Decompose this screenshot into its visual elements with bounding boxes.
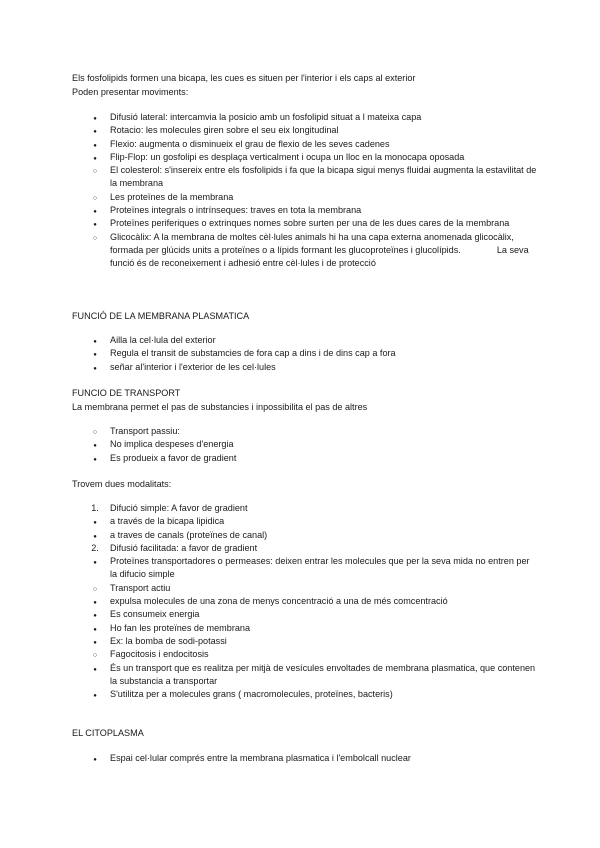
list-item: ● És un transport que es realitza per mitjà de vesícules envoltades de membrana plasmatica, que contenen la substancia a transportar [0,662,600,689]
list-item: ● Ex: la bomba de sodi-potassi [0,635,600,648]
intro-line-1: Els fosfolipids formen una bicapa, les cues es situen per l'interior i els caps al exterior [72,73,416,83]
section-heading-citoplasma: EL CITOPLASMA [72,728,144,738]
list-item: ● Flexio: augmenta o disminueix el grau de flexio de les seves cadenes [0,138,600,151]
bullet-icon [88,361,102,376]
hollow-bullet-icon [88,231,102,245]
section-heading-transport: FUNCIO DE TRANSPORT [72,388,181,398]
bullet-icon [88,688,102,703]
list-item: ● Proteïnes integrals o intrínseques: traves en tota la membrana [0,204,600,217]
hollow-bullet-icon [88,582,102,596]
list-item: ● señar al'interior i l'exterior de les cel·lules [0,361,600,374]
hollow-bullet-icon [88,191,102,205]
list-item: ● Es produeix a favor de gradient [0,452,600,465]
list-item: ● Regula el transit de substamcies de fora cap a dins i de dins cap a fora [0,347,600,360]
list-item: ● Proteïnes transportadores o permeases: deixen entrar les molecules que per la seva mida no entren per la difucio simple [0,555,600,582]
list-item: ● No implica despeses d'energia [0,438,600,451]
list-item: ● Rotacio: les molecules giren sobre el seu eix longitudinal [0,124,600,137]
intro-line-2: Poden presentar moviments: [72,87,189,97]
hollow-bullet-icon [88,164,102,178]
bullet-icon [88,555,102,570]
modalitats-title: Trovem dues modalitats: [72,479,172,489]
list-item: ● Ho fan les proteïnes de membrana [0,622,600,635]
list-item: ● Es consumeix energia [0,608,600,621]
bullet-icon [88,452,102,467]
list-item: ● Ailla la cel·lula del exterior [0,334,600,347]
list-item: ○ Les proteïnes de la membrana [0,191,600,204]
list-item: ● a través de la bicapa lipidica [0,515,600,528]
membrane-movements-list [0,111,600,271]
funcio-list [0,334,600,374]
list-item: ○ El colesterol: s'insereix entre els fosfolipids i fa que la bicapa sigui menys fluidai augmenta la estavilitat de la membrana [0,164,600,191]
citoplasma-list [0,752,600,765]
section-heading-funcio: FUNCIÓ DE LA MEMBRANA PLASMATICA [72,311,250,321]
list-item: ● a traves de canals (proteïnes de canal) [0,529,600,542]
bullet-icon [88,662,102,677]
list-item: ○ Transport passiu: [0,425,600,438]
list-item: ● Flip-Flop: un gosfolipi es desplaça verticalment i ocupa un lloc en la monocapa oposada [0,151,600,164]
list-item: ○ Fagocitosis i endocitosis [0,648,600,661]
list-item: 1. Difució simple: A favor de gradient [0,502,600,515]
list-item: ○ Transport actiu [0,582,600,595]
list-item: ● Difusió lateral: intercamvia la posicio amb un fosfolipid situat a l mateixa capa [0,111,600,124]
list-item: ● S'utilitza per a molecules grans ( macromolecules, proteïnes, bacteris) [0,688,600,701]
list-item: ● expulsa molecules de una zona de menys concentració a una de més comcentració [0,595,600,608]
list-item: ○ Glicocàlix: A la membrana de moltes cèl·lules animals hi ha una capa externa anomenada glicocàlix, formada per glúcids units a proteïnes o a lípids formant les glucoproteïnes i glucolípids. La seva funció és de reconeixement i adhesió entre cèl·lules i de protecció [0,231,600,271]
list-number: 1. [91,503,99,513]
hollow-bullet-icon [88,648,102,662]
list-item: ● Proteïnes periferiques o extrinques nomes sobre surten per una de les dues cares de la membrana [0,217,600,230]
transport-list [0,425,600,465]
bullet-icon [88,752,102,767]
list-number: 2. [91,542,99,553]
modalitats-list [0,502,600,701]
hollow-bullet-icon [88,425,102,439]
transport-subtitle: La membrana permet el pas de substancies i inpossibilita el pas de altres [72,402,368,412]
list-item: ● Espai cel·lular comprés entre la membrana plasmatica i l'embolcall nuclear [0,752,600,765]
list-item: 2. Difusió facilitada: a favor de gradient [0,542,600,555]
